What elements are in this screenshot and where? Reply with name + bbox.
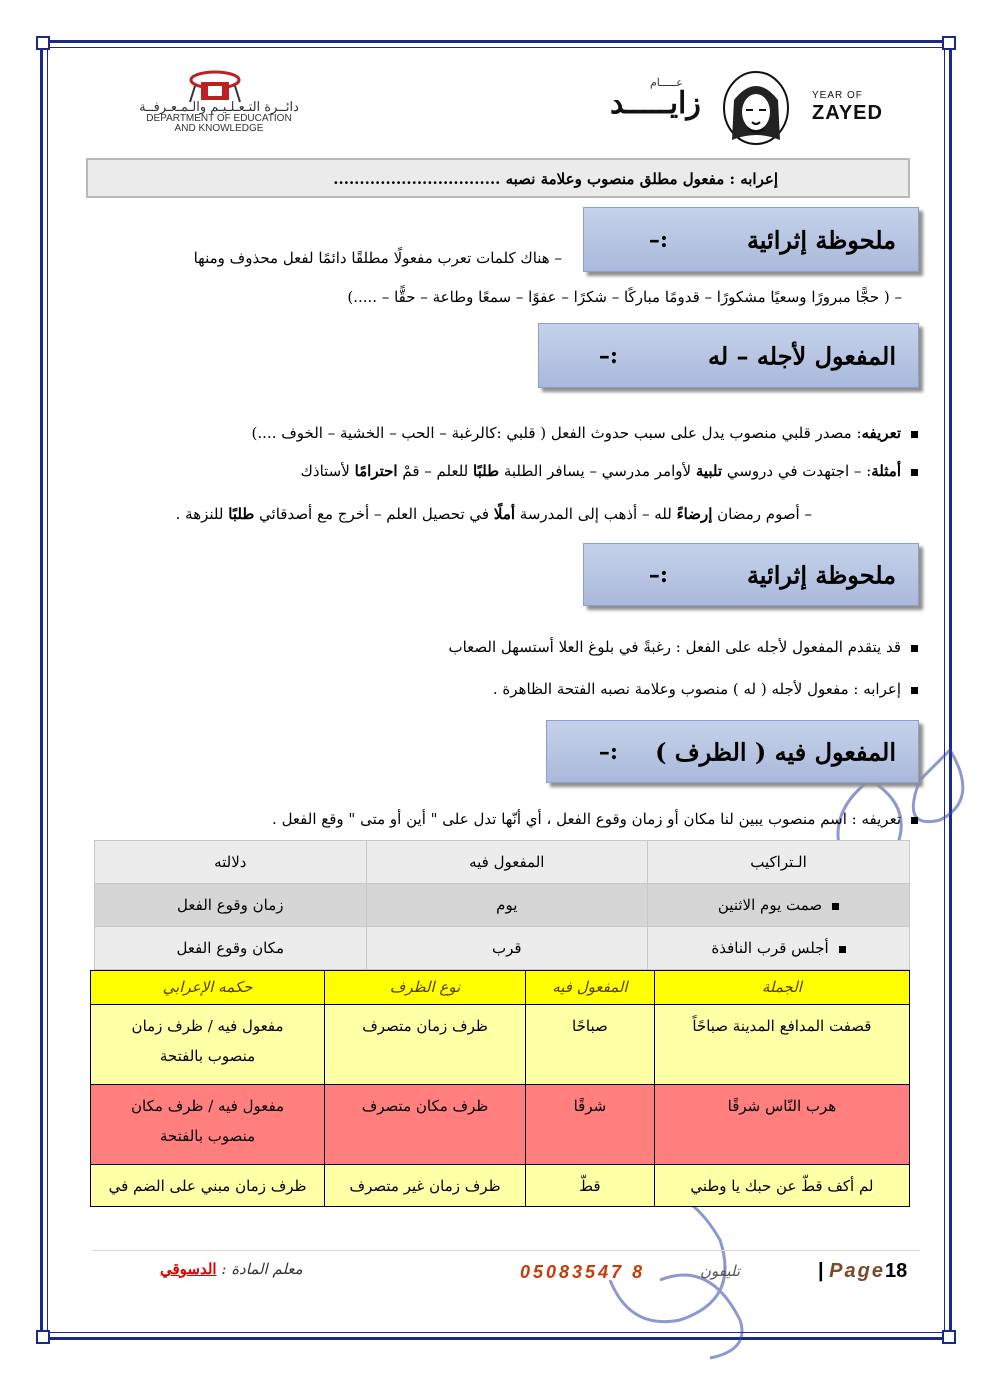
zayed-en-label: ZAYED bbox=[812, 102, 883, 124]
table-cell: قرب bbox=[366, 927, 648, 970]
example-bold: أملًا bbox=[493, 505, 516, 523]
table-cell: قطّ bbox=[525, 1165, 654, 1207]
table-header-cell: نوع الظرف bbox=[325, 971, 526, 1005]
department-name-arabic: دائــرة التـعـلـيـم والـمـعـرفــة bbox=[139, 100, 299, 115]
table-cell: مفعول فيه / ظرف مكان منصوب بالفتحة bbox=[91, 1085, 325, 1165]
table-cell-text: أجلس قرب النافذة bbox=[711, 939, 829, 957]
table-cell: لم أكف قطّ عن حبك يا وطني bbox=[654, 1165, 909, 1207]
note2-line1-text: قد يتقدم المفعول لأجله على الفعل : رغبةً في بلوغ العلا أستسهل الصعاب bbox=[448, 638, 901, 656]
page-separator: | bbox=[818, 1260, 824, 1282]
example-bold: احترامًا bbox=[354, 462, 398, 480]
zayed-arabic-small: عـــــام bbox=[650, 76, 683, 89]
example-bold: طلبًا bbox=[473, 462, 500, 480]
table-header-cell: دلالته bbox=[95, 841, 367, 884]
note2-title: ملحوظة إثرائية bbox=[746, 560, 896, 589]
example-text: لأوامر مدرسي – يسافر الطلبة bbox=[499, 462, 696, 480]
example-bold: طلبًا bbox=[228, 505, 255, 523]
teacher-label: معلم المادة : bbox=[216, 1260, 303, 1278]
table-cell-text: صمت يوم الاثنين bbox=[717, 896, 823, 914]
maf3ol-li-ajlih-heading bbox=[538, 323, 919, 388]
table-row bbox=[95, 884, 910, 927]
example-bold: تلبية bbox=[695, 462, 723, 480]
examples-table bbox=[94, 840, 910, 970]
table-row bbox=[95, 927, 910, 970]
note2-line2 bbox=[493, 680, 918, 698]
table-header-cell: الـتراكيب bbox=[648, 841, 910, 884]
table-header-cell: حكمه الإعرابي bbox=[91, 971, 325, 1005]
definition-label: تعريفه bbox=[861, 424, 901, 442]
example-text: – أصوم رمضان bbox=[712, 505, 812, 523]
table-cell bbox=[648, 884, 910, 927]
definition-text: : مصدر قلبي منصوب يدل على سبب حدوث الفعل ( قلبي :كالرغبة – الحب – الخشية – الخوف ....) bbox=[251, 424, 862, 442]
example-text: في تحصيل العلم – أخرج مع أصدقائي bbox=[254, 505, 494, 523]
examples-line2 bbox=[176, 505, 812, 523]
note1-title: ملحوظة إثرائية bbox=[746, 225, 896, 254]
maf3ol-fih-heading bbox=[546, 720, 919, 783]
example-text: لله – أذهب إلى المدرسة bbox=[515, 505, 677, 523]
examples-label: أمثلة bbox=[871, 462, 901, 480]
example-text: للنزهة . bbox=[175, 505, 229, 523]
note1-heading bbox=[583, 207, 919, 272]
maf3ol-li-ajlih-title: المفعول لأجله – له bbox=[708, 341, 896, 370]
table-header-cell: المفعول فيه bbox=[525, 971, 654, 1005]
note2-line2-text: إعرابه : مفعول لأجله ( له ) منصوب وعلامة نصبه الفتحة الظاهرة . bbox=[492, 680, 901, 698]
examples-line1 bbox=[301, 462, 918, 480]
example-bold: إرضاءً bbox=[676, 505, 713, 523]
maf3ol-fih-definition bbox=[272, 810, 918, 828]
example-text: لأستاذك bbox=[300, 462, 355, 480]
table-cell: مكان وقوع الفعل bbox=[95, 927, 367, 970]
bullet-square-icon bbox=[911, 687, 918, 694]
bullet-square-icon bbox=[911, 469, 918, 476]
table-cell: زمان وقوع الفعل bbox=[95, 884, 367, 927]
page-number bbox=[818, 1260, 907, 1283]
department-name-english bbox=[88, 114, 350, 134]
bullet-square-icon bbox=[832, 903, 839, 910]
bullet-square-icon bbox=[839, 946, 846, 953]
note1-line2: – ( حجًّا مبرورًا وسعيًا مشكورًا – قدومًا مباركًا – شكرًا – عفوًا – سمعًا وطاعة – حقًّا – .....) bbox=[347, 288, 902, 306]
table-cell: صباحًا bbox=[525, 1005, 654, 1085]
table-header-cell: المفعول فيه bbox=[366, 841, 648, 884]
table-header-cell: الجملة bbox=[654, 971, 909, 1005]
bullet-square-icon bbox=[911, 431, 918, 438]
bullet-square-icon bbox=[911, 645, 918, 652]
zarf-analysis-table bbox=[90, 970, 910, 1207]
page-number-value: 18 bbox=[884, 1260, 908, 1282]
maf3ol-li-ajlih-colon: :– bbox=[598, 342, 618, 369]
i3rab-line: إعرابه : مفعول مطلق منصوب وعلامة نصبه ................................ bbox=[333, 170, 778, 188]
note2-colon: :– bbox=[648, 561, 668, 588]
footer-divider bbox=[92, 1250, 920, 1251]
table-row bbox=[91, 1005, 910, 1085]
table-row bbox=[91, 1085, 910, 1165]
table-header-row bbox=[95, 841, 910, 884]
phone-label: تليفون bbox=[700, 1262, 741, 1280]
department-name-english-line2: AND KNOWLEDGE bbox=[174, 123, 264, 134]
table-cell: ظرف مكان متصرف bbox=[325, 1085, 526, 1165]
table-cell: شرقًا bbox=[525, 1085, 654, 1165]
teacher-name: الدسوقي bbox=[160, 1260, 217, 1278]
table-cell: ظرف زمان غير متصرف bbox=[325, 1165, 526, 1207]
bullet-square-icon bbox=[911, 817, 918, 824]
page-label: Page bbox=[829, 1260, 885, 1282]
note1-colon: :– bbox=[648, 226, 668, 253]
table-cell: ظرف زمان متصرف bbox=[325, 1005, 526, 1085]
department-name-english-line1: DEPARTMENT OF EDUCATION bbox=[146, 113, 292, 124]
table-cell: قصفت المدافع المدينة صباحًاً bbox=[654, 1005, 909, 1085]
maf3ol-fih-title: المفعول فيه ( الظرف ) bbox=[655, 737, 896, 766]
table-cell: يوم bbox=[366, 884, 648, 927]
zayed-portrait-icon bbox=[722, 70, 790, 146]
note2-line1 bbox=[448, 638, 918, 656]
table-cell bbox=[648, 927, 910, 970]
table-cell: ظرف زمان مبني على الضم في bbox=[91, 1165, 325, 1207]
maf3ol-fih-definition-text: تعريفه : اسم منصوب يبين لنا مكان أو زمان وقوع الفعل ، أي أنّها تدل على " أين أو متى " وقع الفعل . bbox=[272, 810, 901, 828]
maf3ol-fih-colon: :– bbox=[598, 738, 618, 765]
example-text: للعلم – قمْ bbox=[397, 462, 474, 480]
phone-number: 05083547 8 bbox=[520, 1262, 646, 1282]
note2-heading bbox=[583, 543, 919, 606]
zayed-arabic-logo-text: زايـــــد bbox=[610, 86, 701, 121]
note1-line1: – هناك كلمات تعرب مفعولًا مطلقًا دائمًا لفعل محذوف ومنها bbox=[193, 249, 562, 267]
frame-corner bbox=[36, 1330, 50, 1344]
example-text: : – اجتهدت في دروسي bbox=[722, 462, 872, 480]
year-of-label: YEAR OF bbox=[812, 90, 863, 101]
table-header-row bbox=[91, 971, 910, 1005]
teacher-credit bbox=[160, 1260, 303, 1278]
table-row bbox=[91, 1165, 910, 1207]
frame-corner bbox=[36, 36, 50, 50]
definition-line bbox=[252, 424, 918, 442]
table-cell: مفعول فيه / ظرف زمان منصوب بالفتحة bbox=[91, 1005, 325, 1085]
table-cell: هرب النّاس شرقًا bbox=[654, 1085, 909, 1165]
frame-corner bbox=[942, 36, 956, 50]
